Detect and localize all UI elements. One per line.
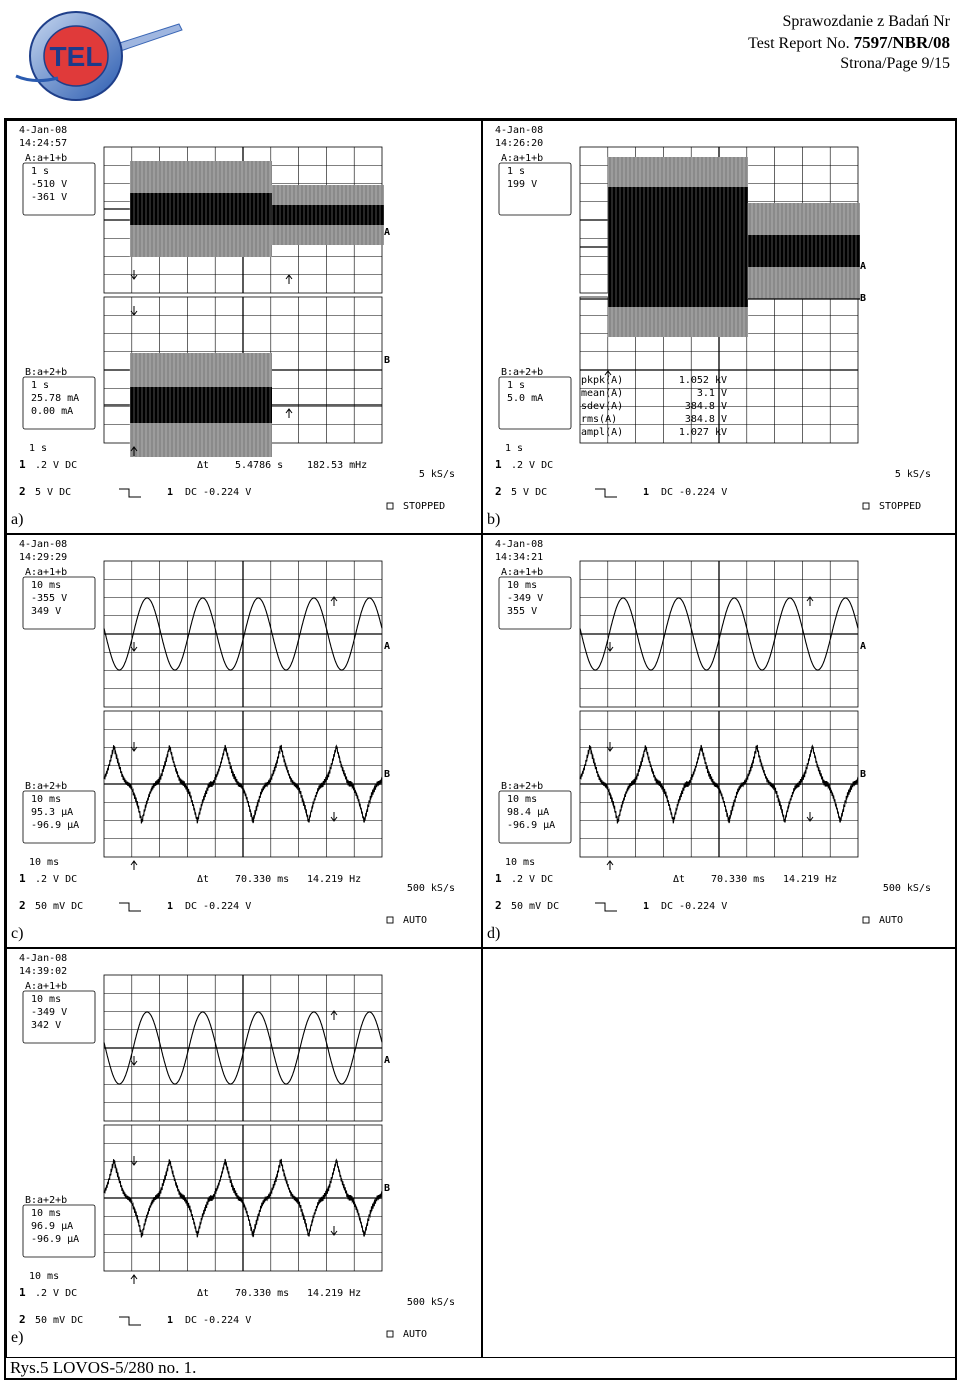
sample-rate: 5 kS/s: [894, 469, 931, 480]
channel-a-title: A:a+1+b: [25, 567, 68, 578]
channel-a-info-box: [23, 981, 95, 1043]
channel-a-title: A:a+1+b: [501, 153, 544, 164]
channel-b-value1: 25.78 mA: [31, 393, 80, 404]
channel-b-div: 1 s: [507, 380, 526, 391]
trigger-edge-icon: [119, 1317, 141, 1325]
measurement-value: 1.052 kV: [678, 375, 727, 386]
channel-b-value1: 96.9 µA: [31, 1221, 74, 1232]
trigger-channel: 1: [167, 487, 174, 498]
sample-rate: 500 kS/s: [882, 883, 931, 894]
channel-a-value1: 199 V: [507, 179, 538, 190]
measurement-value: 384.8 V: [684, 414, 727, 425]
channel-a-title: A:a+1+b: [501, 567, 544, 578]
channel-b-title: B:a+2+b: [25, 781, 68, 792]
capture-date: 4-Jan-08: [19, 125, 68, 136]
panel-label: a): [11, 511, 24, 528]
trace-grid-b: [104, 711, 382, 857]
channel-b-info-box: [23, 367, 95, 429]
trace-grid-b: [580, 711, 858, 857]
page-number: Strona/Page 9/15: [840, 55, 950, 72]
trace-a-waveform: [104, 161, 272, 257]
acquisition-status: AUTO: [403, 915, 428, 926]
channel-b-title: B:a+2+b: [501, 367, 544, 378]
channel-b-div: 10 ms: [31, 794, 62, 805]
cursor-marker: [807, 597, 813, 606]
cursor-marker: [286, 275, 292, 284]
status-checkbox-icon: [387, 1331, 393, 1337]
trace-a-label: A: [384, 227, 391, 238]
channel-a-value2: 355 V: [507, 606, 538, 617]
trigger-edge-icon: [595, 489, 617, 497]
capture-time: 14:29:29: [19, 552, 68, 563]
panel-d: [482, 534, 957, 948]
trace-b-waveform: [104, 353, 382, 457]
channel-b-value2: -96.9 µA: [31, 820, 80, 831]
measurement-value: 1.027 kV: [678, 427, 727, 438]
cursor-marker: [286, 409, 292, 418]
channel-b-value2: 0.00 mA: [31, 406, 74, 417]
channel-a-value2: 342 V: [31, 1020, 62, 1031]
channel-b-info-box: [23, 781, 95, 843]
channel-b-info-box: [499, 781, 571, 843]
trace-b-label: B: [384, 1183, 391, 1194]
delta-frequency-value: 14.219 Hz: [307, 1288, 362, 1299]
capture-date: 4-Jan-08: [19, 539, 68, 550]
acquisition-status: AUTO: [879, 915, 904, 926]
channel-b-div: 1 s: [31, 380, 50, 391]
channel-2-indicator: 2: [495, 485, 502, 498]
channel-a-info-box: [23, 567, 95, 629]
channel-1-scale: .2 V DC: [511, 460, 554, 471]
trace-a-waveform-2: [748, 203, 860, 299]
channel-1-indicator: 1: [19, 872, 26, 885]
status-checkbox-icon: [387, 917, 393, 923]
channel-b-value1: 95.3 µA: [31, 807, 74, 818]
acquisition-status: STOPPED: [403, 501, 446, 512]
logo-letters: TEL: [49, 41, 103, 72]
trigger-level: DC -0.224 V: [661, 901, 728, 912]
figure-grid: [4, 118, 957, 1380]
channel-a-div: 10 ms: [507, 580, 538, 591]
acquisition-status: AUTO: [403, 1329, 428, 1340]
capture-date: 4-Jan-08: [19, 953, 68, 964]
cursor-marker: [331, 597, 337, 606]
channel-2-indicator: 2: [19, 899, 26, 912]
delta-t-value: 70.330 ms: [235, 1288, 290, 1299]
timebase-label: 10 ms: [505, 857, 536, 868]
channel-2-indicator: 2: [19, 485, 26, 498]
channel-1-indicator: 1: [495, 458, 502, 471]
trace-a-label: A: [384, 641, 391, 652]
delta-t-label: Δt: [197, 460, 210, 471]
delta-t-value: 70.330 ms: [711, 874, 766, 885]
panel-c: [6, 534, 482, 948]
channel-a-value1: -349 V: [507, 593, 544, 604]
channel-1-indicator: 1: [495, 872, 502, 885]
report-number-prefix: Test Report No.: [748, 35, 854, 52]
channel-b-value1: 5.0 mA: [507, 393, 544, 404]
channel-a-value1: -355 V: [31, 593, 68, 604]
measurement-value: 3.1 V: [696, 388, 727, 399]
channel-1-scale: .2 V DC: [35, 460, 78, 471]
oscilloscope-screen-c: [7, 535, 481, 947]
channel-1-indicator: 1: [19, 1286, 26, 1299]
panel-label: b): [487, 511, 501, 528]
channel-b-title: B:a+2+b: [25, 1195, 68, 1206]
cursor-marker: [331, 812, 337, 821]
channel-2-indicator: 2: [495, 899, 502, 912]
channel-a-div: 1 s: [31, 166, 50, 177]
channel-b-value2: -96.9 µA: [507, 820, 556, 831]
trace-a-waveform: [580, 157, 748, 337]
sample-rate: 500 kS/s: [406, 1297, 455, 1308]
report-number-value: 7597/NBR/08: [853, 33, 950, 52]
channel-a-title: A:a+1+b: [25, 153, 68, 164]
trigger-level: DC -0.224 V: [185, 487, 252, 498]
status-checkbox-icon: [863, 503, 869, 509]
channel-a-div: 1 s: [507, 166, 526, 177]
trace-a-waveform-2: [272, 185, 384, 245]
channel-a-value2: 349 V: [31, 606, 62, 617]
channel-b-title: B:a+2+b: [25, 367, 68, 378]
trigger-channel: 1: [643, 901, 650, 912]
report-title-pl: Sprawozdanie z Badań Nr: [782, 13, 950, 30]
trigger-level: DC -0.224 V: [185, 1315, 252, 1326]
capture-date: 4-Jan-08: [495, 125, 544, 136]
timebase-label: 10 ms: [29, 1271, 60, 1282]
trigger-level: DC -0.224 V: [185, 901, 252, 912]
panel-label: d): [487, 925, 501, 942]
status-checkbox-icon: [863, 917, 869, 923]
oscilloscope-screen-d: [483, 535, 956, 947]
channel-a-div: 10 ms: [31, 994, 62, 1005]
trigger-channel: 1: [167, 901, 174, 912]
measurement-name: rms(A): [581, 414, 618, 425]
channel-a-value2: -361 V: [31, 192, 68, 203]
channel-b-value2: -96.9 µA: [31, 1234, 80, 1245]
panel-label: c): [11, 925, 24, 942]
trace-a-label: A: [384, 1055, 391, 1066]
delta-frequency-value: 182.53 mHz: [307, 460, 368, 471]
trace-b-label: B: [860, 293, 867, 304]
channel-b-div: 10 ms: [507, 794, 538, 805]
trigger-channel: 1: [643, 487, 650, 498]
panel-a: [6, 120, 482, 534]
panel-e: [6, 948, 482, 1358]
delta-frequency-value: 14.219 Hz: [783, 874, 838, 885]
sample-rate: 500 kS/s: [406, 883, 455, 894]
channel-a-info-box: [23, 153, 95, 215]
measurement-value: 384.8 V: [684, 401, 727, 412]
report-number: [748, 33, 950, 54]
trace-b-label: B: [860, 769, 867, 780]
acquisition-status: STOPPED: [879, 501, 922, 512]
channel-b-info-box: [23, 1195, 95, 1257]
cursor-marker: [331, 1226, 337, 1235]
channel-1-scale: .2 V DC: [35, 1288, 78, 1299]
trace-b-label: B: [384, 769, 391, 780]
status-checkbox-icon: [387, 503, 393, 509]
channel-2-scale: 50 mV DC: [511, 901, 560, 912]
oscilloscope-screen-a: [7, 121, 481, 533]
trace-grid-a: [104, 561, 382, 707]
measurement-name: mean(A): [581, 388, 624, 399]
cursor-marker: [131, 861, 137, 870]
capture-time: 14:26:20: [495, 138, 544, 149]
channel-a-div: 10 ms: [31, 580, 62, 591]
sample-rate: 5 kS/s: [418, 469, 455, 480]
channel-1-indicator: 1: [19, 458, 26, 471]
trigger-level: DC -0.224 V: [661, 487, 728, 498]
channel-2-scale: 5 V DC: [511, 487, 548, 498]
delta-t-label: Δt: [673, 874, 686, 885]
trigger-channel: 1: [167, 1315, 174, 1326]
page-header: [0, 0, 960, 110]
delta-frequency-value: 14.219 Hz: [307, 874, 362, 885]
timebase-label: 1 s: [505, 443, 524, 454]
trace-b-label: B: [384, 355, 391, 366]
channel-b-value1: 98.4 µA: [507, 807, 550, 818]
channel-a-info-box: [499, 567, 571, 629]
channel-2-scale: 50 mV DC: [35, 901, 84, 912]
channel-a-value1: -349 V: [31, 1007, 68, 1018]
delta-t-value: 5.4786 s: [235, 460, 284, 471]
trace-grid-a: [580, 561, 858, 707]
channel-b-div: 10 ms: [31, 1208, 62, 1219]
capture-time: 14:34:21: [495, 552, 544, 563]
channel-a-value1: -510 V: [31, 179, 68, 190]
channel-2-scale: 50 mV DC: [35, 1315, 84, 1326]
trigger-edge-icon: [119, 489, 141, 497]
measurement-name: ampl(A): [581, 427, 624, 438]
capture-time: 14:24:57: [19, 138, 68, 149]
delta-t-label: Δt: [197, 1288, 210, 1299]
oscilloscope-screen-b: [483, 121, 956, 533]
capture-time: 14:39:02: [19, 966, 68, 977]
panel-label: e): [11, 1329, 24, 1346]
cursor-marker: [131, 1275, 137, 1284]
cursor-marker: [807, 812, 813, 821]
channel-2-scale: 5 V DC: [35, 487, 72, 498]
panel-b: [482, 120, 957, 534]
panel-empty: [482, 948, 957, 1358]
cursor-marker: [331, 1011, 337, 1020]
channel-1-scale: .2 V DC: [35, 874, 78, 885]
trace-grid-a: [104, 975, 382, 1121]
channel-b-info-box: [499, 367, 571, 429]
timebase-label: 1 s: [29, 443, 48, 454]
trigger-edge-icon: [595, 903, 617, 911]
channel-a-title: A:a+1+b: [25, 981, 68, 992]
cursor-marker: [607, 861, 613, 870]
institute-logo: [14, 6, 184, 106]
trace-a-label: A: [860, 261, 867, 272]
trace-a-label: A: [860, 641, 867, 652]
delta-t-label: Δt: [197, 874, 210, 885]
figure-caption: Rys.5 LOVOS-5/280 no. 1.: [10, 1358, 197, 1377]
timebase-label: 10 ms: [29, 857, 60, 868]
channel-b-title: B:a+2+b: [501, 781, 544, 792]
measurement-name: pkpk(A): [581, 375, 624, 386]
capture-date: 4-Jan-08: [495, 539, 544, 550]
oscilloscope-screen-e: [7, 949, 481, 1357]
channel-2-indicator: 2: [19, 1313, 26, 1326]
measurement-name: sdev(A): [581, 401, 624, 412]
channel-1-scale: .2 V DC: [511, 874, 554, 885]
channel-a-info-box: [499, 153, 571, 215]
delta-t-value: 70.330 ms: [235, 874, 290, 885]
trace-grid-b: [104, 1125, 382, 1271]
trigger-edge-icon: [119, 903, 141, 911]
